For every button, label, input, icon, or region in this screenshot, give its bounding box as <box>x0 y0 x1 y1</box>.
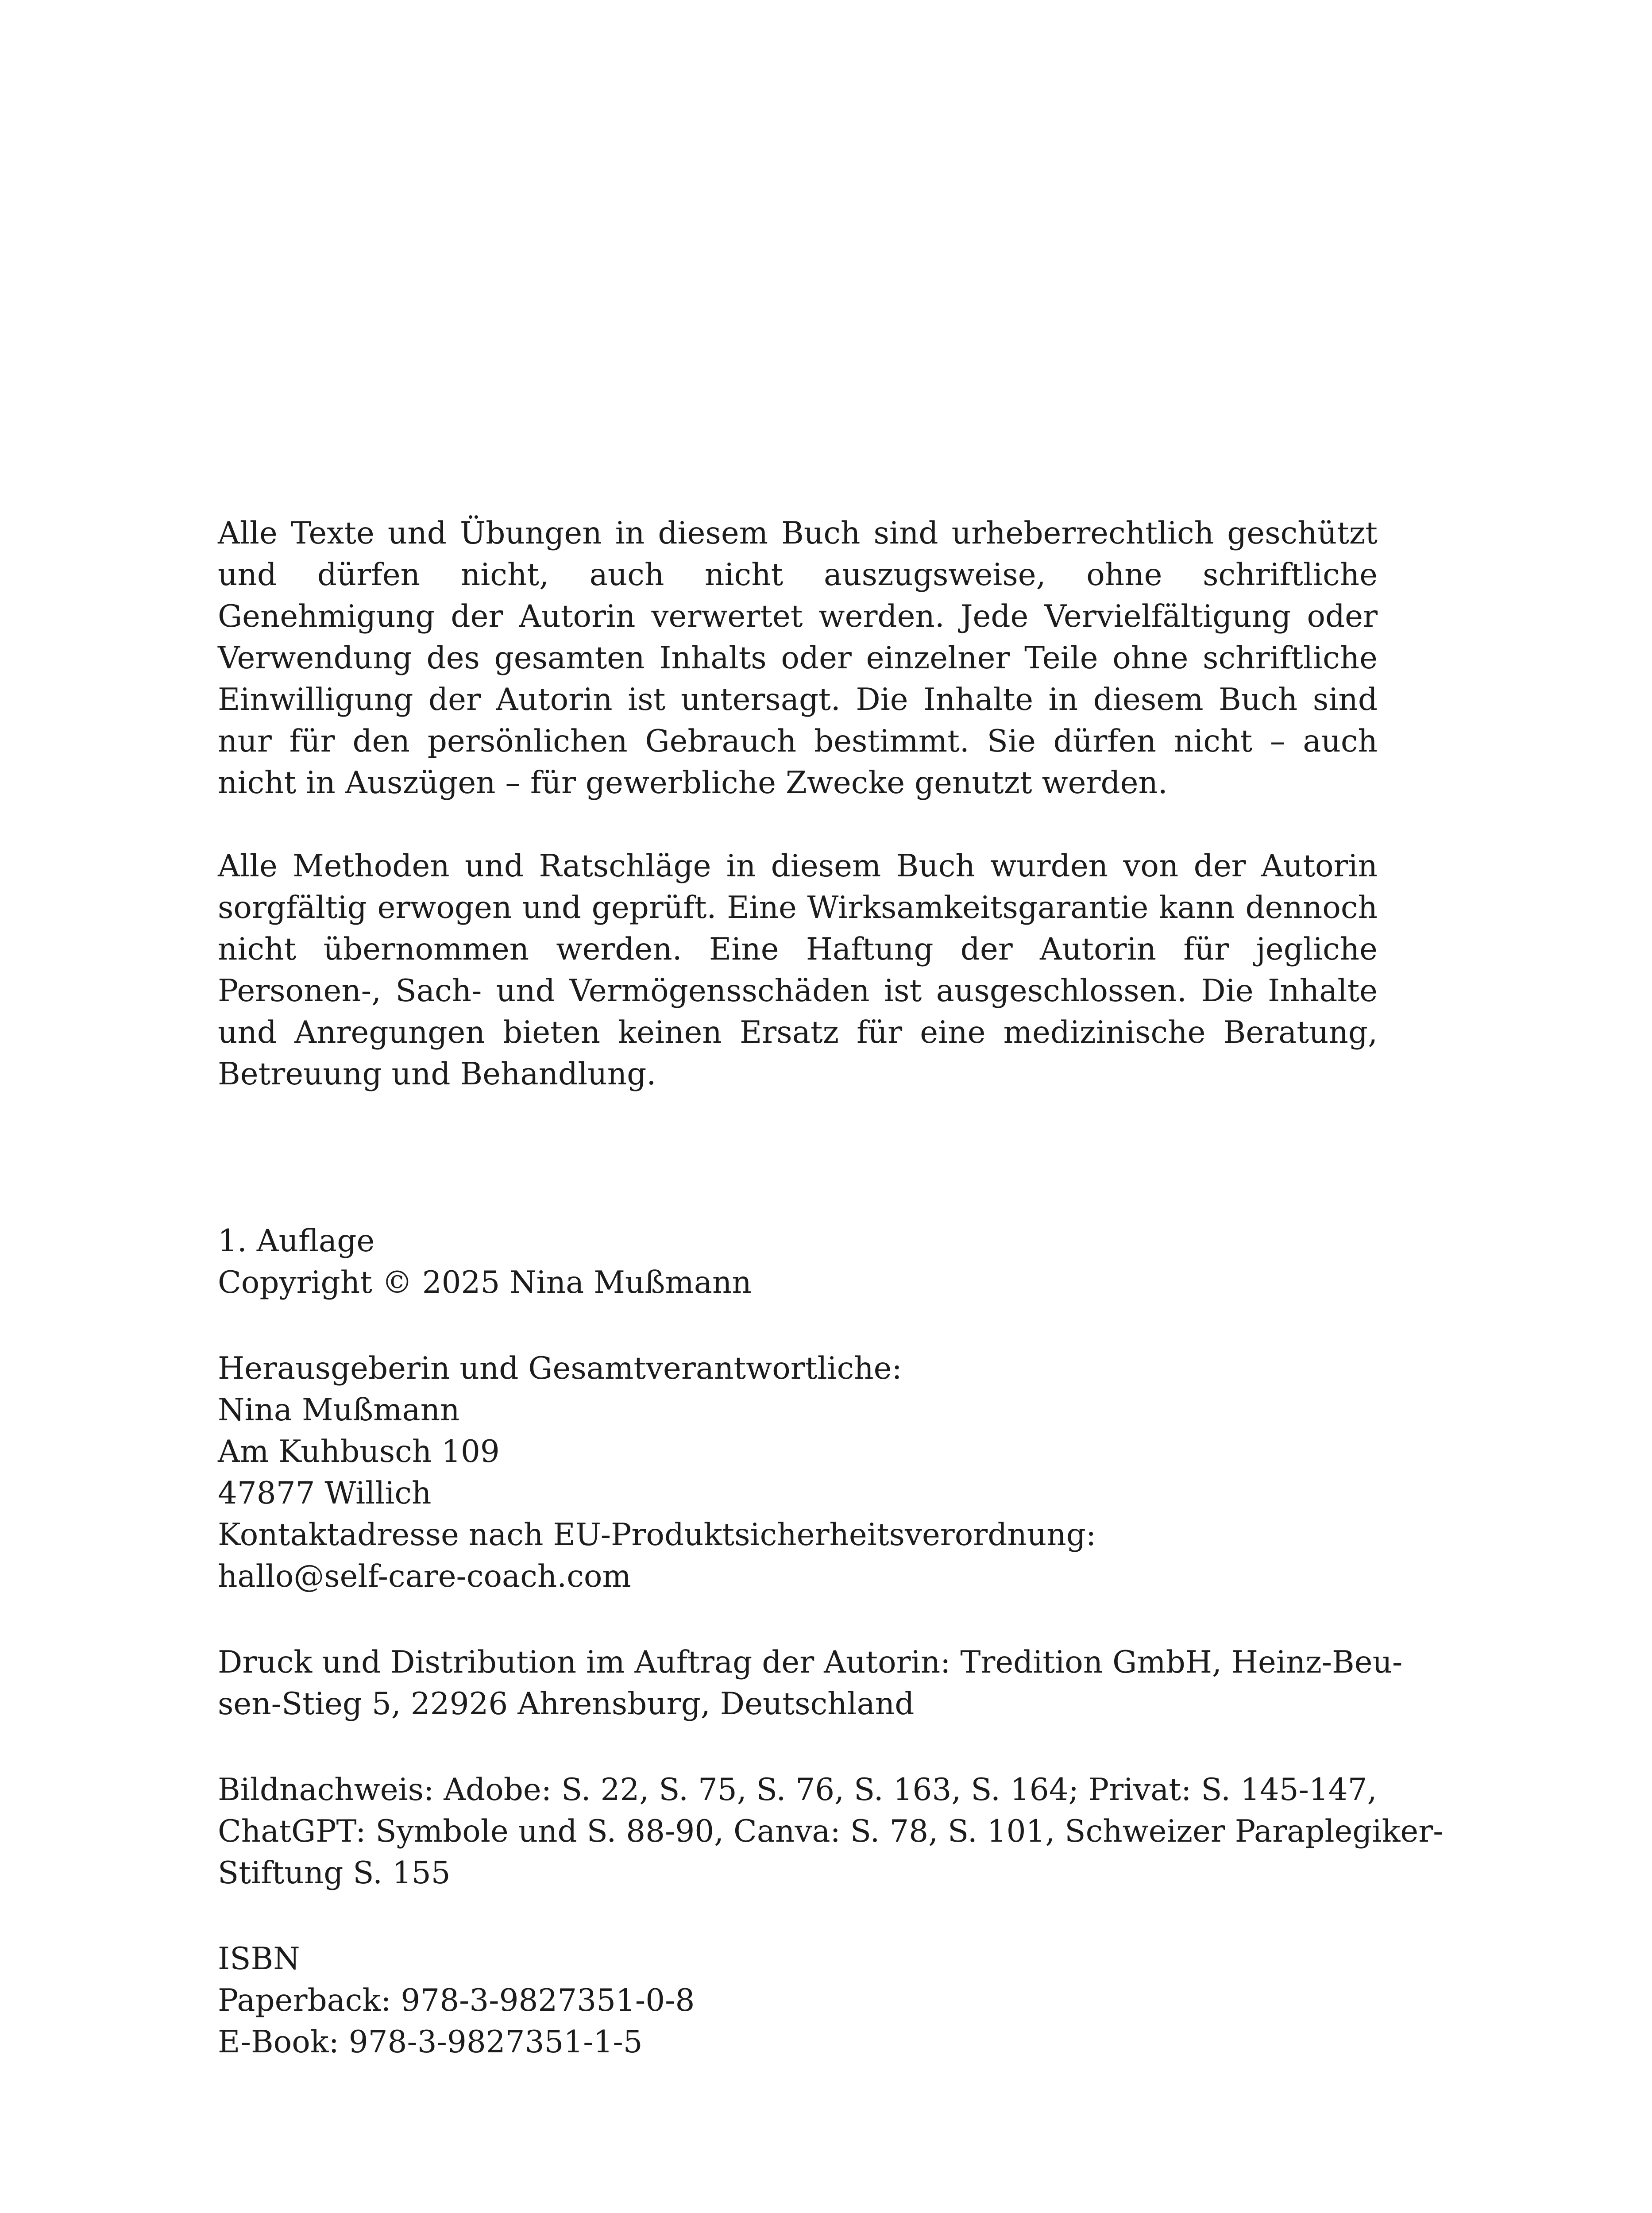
image-credits-line: Bildnachweis: Adobe: S. 22, S. 75, S. 76, S. 163, S. 164; Privat: S. 145-147, <box>218 1772 1377 1808</box>
publisher-street: Am Kuhbusch 109 <box>218 1434 500 1469</box>
legal-notice <box>218 513 1378 1095</box>
edition-block <box>218 1220 1378 1303</box>
contact-email: hallo@self-care-coach.com <box>218 1559 631 1594</box>
copyright-notice-paragraph: Alle Texte und Übungen in diesem Buch sind urheberrechtlich geschützt und dürfen nicht, auch nicht auszugsweise, ohne schriftliche Genehmigung der Autorin verwertet werden. Jede Vervielfältigung oder Verwendung des gesamten Inhalts oder einzelner Teile ohne schriftliche Einwilligung der Autorin ist untersagt. Die Inhalte in diesem Buch sind nur für den persönlichen Gebrauch bestimmt. Sie dürfen nicht – auch nicht in Auszügen – für gewerbliche Zwecke genutzt werden. <box>218 516 1378 801</box>
printing-line: Druck und Distribution im Auftrag der Autorin: Tredition GmbH, Heinz-Beu- <box>218 1645 1403 1680</box>
copyright-line: Copyright © 2025 Nina Mußmann <box>218 1265 752 1300</box>
image-credits-block <box>218 1769 1444 1894</box>
printing-line: sen-Stieg 5, 22926 Ahrensburg, Deutschland <box>218 1686 915 1722</box>
isbn-paperback: Paperback: 978-3-9827351-0-8 <box>218 1983 695 2018</box>
image-credits-line: ChatGPT: Symbole und S. 88-90, Canva: S. 78, S. 101, Schweizer Paraplegiker- <box>218 1814 1444 1849</box>
liability-disclaimer-paragraph: Alle Methoden und Ratschläge in diesem Buch wurden von der Autorin sorgfältig erwogen und geprüft. Eine Wirksamkeitsgarantie kann dennoch nicht übernommen werden. Eine Haftung der Autorin für jegliche Personen-, Sach- und Vermögensschäden ist ausgeschlossen. Die Inhalte und Anregungen bieten keinen Ersatz für eine medizinische Beratung, Betreuung und Behandlung. <box>218 848 1378 1092</box>
publisher-name: Nina Mußmann <box>218 1392 460 1428</box>
isbn-block <box>218 1938 1378 2063</box>
isbn-ebook: E-Book: 978-3-9827351-1-5 <box>218 2024 643 2060</box>
image-credits-line: Stiftung S. 155 <box>218 1855 451 1891</box>
isbn-label: ISBN <box>218 1941 300 1977</box>
imprint-content <box>218 513 1444 2063</box>
printing-block <box>218 1642 1403 1725</box>
publisher-block <box>218 1348 1378 1597</box>
edition-label: 1. Auflage <box>218 1223 375 1259</box>
publisher-heading: Herausgeberin und Gesamtverantwortliche: <box>218 1351 902 1386</box>
publisher-city: 47877 Willich <box>218 1476 432 1511</box>
contact-address-label: Kontaktadresse nach EU-Produktsicherheitsverordnung: <box>218 1517 1096 1553</box>
